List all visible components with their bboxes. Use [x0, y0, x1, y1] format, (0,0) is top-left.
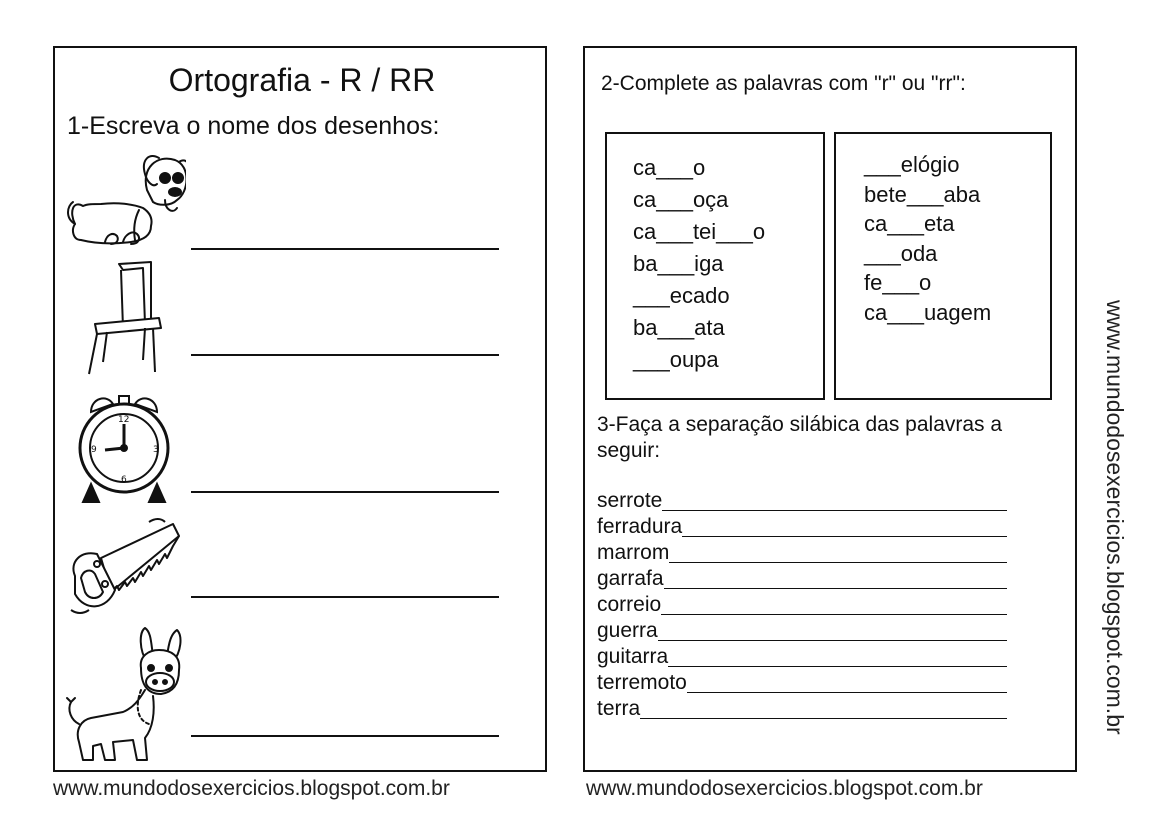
question-1-heading: 1-Escreva o nome dos desenhos: [67, 112, 440, 140]
syllable-row[interactable] [597, 592, 1007, 618]
syllable-word: guitarra [597, 645, 669, 668]
answer-line-4[interactable] [191, 596, 499, 598]
fill-word[interactable]: ba___ata [633, 315, 725, 340]
question-3-heading: 3-Faça a separação silábica das palavras a seguir: [597, 413, 1003, 462]
footer-url-right: www.mundodosexercicios.blogspot.com.br [586, 777, 983, 800]
syllable-row[interactable] [597, 566, 1007, 592]
svg-text:6: 6 [121, 475, 127, 485]
complete-words-list-a [633, 152, 765, 376]
svg-text:9: 9 [91, 445, 97, 455]
syllable-word: terra [597, 697, 641, 720]
syllable-answer-line[interactable] [597, 640, 1007, 641]
chair-icon [61, 258, 186, 378]
svg-text:12: 12 [118, 415, 130, 425]
fill-word[interactable]: bete___aba [864, 181, 981, 207]
footer-url-left: www.mundodosexercicios.blogspot.com.br [53, 777, 450, 800]
fill-word[interactable]: ca___o [633, 155, 706, 180]
syllable-separation-list [597, 488, 1007, 722]
syllable-word: guerra [597, 619, 658, 642]
syllable-word: marrom [597, 541, 670, 564]
fill-word[interactable]: ___ecado [633, 283, 730, 308]
syllable-word: ferradura [597, 515, 683, 538]
svg-text:3: 3 [153, 445, 159, 455]
donkey-icon [61, 620, 186, 770]
syllable-word: terremoto [597, 671, 687, 694]
answer-line-1[interactable] [191, 248, 499, 250]
syllable-word: serrote [597, 489, 663, 512]
complete-words-list-b [864, 150, 991, 327]
question-2-heading: 2-Complete as palavras com "r" ou "rr": [601, 72, 966, 95]
syllable-row[interactable] [597, 514, 1007, 540]
worksheet-right-panel [583, 46, 1077, 772]
alarm-clock-icon [61, 390, 186, 510]
syllable-row[interactable] [597, 488, 1007, 514]
fill-word[interactable]: ca___eta [864, 211, 955, 236]
fill-word[interactable]: ca___uagem [864, 299, 992, 325]
syllable-word: correio [597, 593, 662, 616]
syllable-row[interactable] [597, 540, 1007, 566]
side-url-vertical: www.mundodosexercicios.blogspot.com.br [1102, 300, 1128, 735]
fill-word[interactable]: ___oda [864, 240, 938, 266]
fill-word[interactable]: fe___o [864, 270, 932, 295]
worksheet-title: Ortografia - R / RR [168, 62, 436, 98]
fill-word[interactable]: ca___tei___o [633, 219, 766, 244]
syllable-word: garrafa [597, 567, 664, 590]
fill-word[interactable]: ba___iga [633, 251, 724, 276]
dog-icon [61, 148, 186, 252]
answer-line-3[interactable] [191, 491, 499, 493]
fill-word[interactable]: ___elógio [864, 152, 960, 177]
syllable-answer-line[interactable] [597, 718, 1007, 719]
fill-word[interactable]: ca___oça [633, 187, 729, 212]
syllable-row[interactable] [597, 670, 1007, 696]
syllable-row[interactable] [597, 618, 1007, 644]
fill-word[interactable]: ___oupa [633, 347, 719, 372]
answer-line-2[interactable] [191, 354, 499, 356]
saw-icon [61, 514, 186, 624]
syllable-row[interactable] [597, 696, 1007, 722]
complete-words-box-b [834, 132, 1052, 400]
answer-line-5[interactable] [191, 735, 499, 737]
syllable-row[interactable] [597, 644, 1007, 670]
worksheet-left-panel [53, 46, 547, 772]
complete-words-box-a [605, 132, 825, 400]
